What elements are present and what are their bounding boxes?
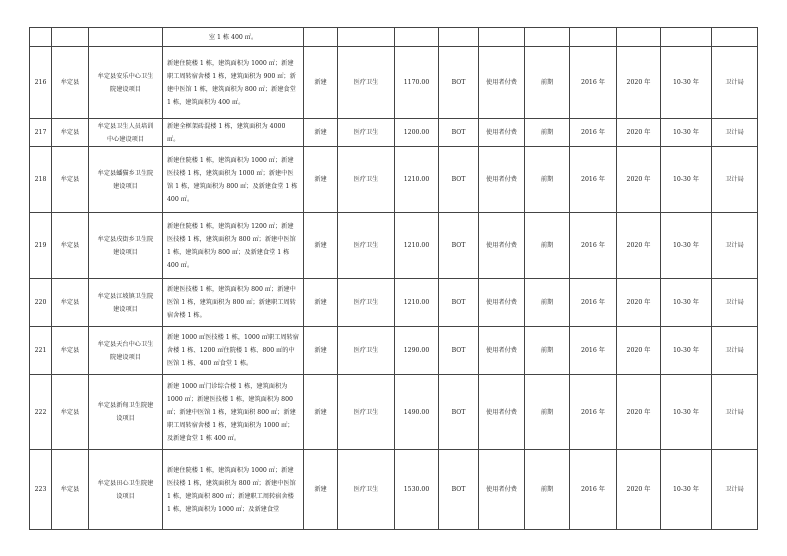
table-row	[30, 213, 758, 279]
cell-description: 新建住院楼 1 栋，建筑面积为 1000 ㎡；新建医技楼 1 栋，建筑面积为 800 ㎡；新建中医馆 1 栋，建筑面积 800 ㎡；新建职工周转宿舍楼 1 栋，建筑面积为 1000 ㎡；及新建食堂	[163, 450, 304, 530]
cell-investment: 1210.00	[395, 147, 439, 213]
cell-end-year: 2020 年	[617, 450, 661, 530]
cell-end-year: 2020 年	[617, 47, 661, 119]
cell-start-year: 2016 年	[570, 213, 617, 279]
cell-payment: 使用者付费	[479, 47, 525, 119]
cell-description: 室 1 栋 400 ㎡。	[163, 28, 304, 47]
cell-build-type: 新建	[304, 147, 338, 213]
cell-start-year: 2016 年	[570, 47, 617, 119]
cell-start-year: 2016 年	[570, 375, 617, 450]
cell-mode: BOT	[439, 279, 479, 327]
cell-department: 卫计局	[712, 450, 758, 530]
cell-end-year: 2020 年	[617, 119, 661, 147]
cell-stage: 前期	[525, 327, 570, 375]
cell-number: 223	[30, 450, 52, 530]
cell-project-name: 牟定县新甸卫生院建设项目	[89, 375, 163, 450]
cell-county: 牟定县	[52, 375, 89, 450]
cell-build-type: 新建	[304, 450, 338, 530]
table-row	[30, 327, 758, 375]
cell-term: 10-30 年	[661, 450, 712, 530]
cell-stage: 前期	[525, 47, 570, 119]
cell-project-name: 牟定县卫生人员培训中心建设项目	[89, 119, 163, 147]
cell-build-type: 新建	[304, 47, 338, 119]
project-table	[29, 27, 758, 530]
cell-investment: 1530.00	[395, 450, 439, 530]
cell-stage: 前期	[525, 147, 570, 213]
cell-project-name: 牟定县戌街乡卫生院建设项目	[89, 213, 163, 279]
table-row	[30, 450, 758, 530]
cell-description: 新建住院楼 1 栋，建筑面积为 1200 ㎡；新建医技楼 1 栋，建筑面积为 800 ㎡；新建中医馆 1 栋，建筑面积为 800 ㎡；及新建食堂 1 栋 400 ㎡。	[163, 213, 304, 279]
cell-build-type: 新建	[304, 213, 338, 279]
cell-term: 10-30 年	[661, 375, 712, 450]
cell-payment: 使用者付费	[479, 327, 525, 375]
cell-term: 10-30 年	[661, 47, 712, 119]
cell-term: 10-30 年	[661, 147, 712, 213]
cell-end-year: 2020 年	[617, 375, 661, 450]
cell-field: 医疗卫生	[338, 375, 395, 450]
cell-project-name: 牟定县江坡镇卫生院建设项目	[89, 279, 163, 327]
cell-description: 新建住院楼 1 栋，建筑面积为 1000 ㎡；新建职工周转宿舍楼 1 栋，建筑面积为 900 ㎡；新建中医馆 1 栋，建筑面积为 800 ㎡；新建食堂 1 栋，建筑面积为 400 ㎡。	[163, 47, 304, 119]
cell-investment: 1210.00	[395, 213, 439, 279]
cell-field: 医疗卫生	[338, 119, 395, 147]
cell-project-name: 牟定县安乐中心卫生院建设项目	[89, 47, 163, 119]
table-row	[30, 147, 758, 213]
cell-stage: 前期	[525, 375, 570, 450]
cell-project-name: 牟定县天台中心卫生院建设项目	[89, 327, 163, 375]
cell-number: 216	[30, 47, 52, 119]
cell-description: 新建全框架砖混楼 1 栋，建筑面积为 4000 ㎡。	[163, 119, 304, 147]
cell-end-year: 2020 年	[617, 213, 661, 279]
table-row	[30, 119, 758, 147]
cell-number: 218	[30, 147, 52, 213]
cell-county: 牟定县	[52, 279, 89, 327]
cell-stage: 前期	[525, 213, 570, 279]
cell-department: 卫计局	[712, 279, 758, 327]
table-row-continued	[30, 28, 758, 47]
cell-field: 医疗卫生	[338, 279, 395, 327]
cell-county: 牟定县	[52, 213, 89, 279]
cell-investment: 1290.00	[395, 327, 439, 375]
cell-department: 卫计局	[712, 213, 758, 279]
cell-number: 220	[30, 279, 52, 327]
cell-department: 卫计局	[712, 375, 758, 450]
cell-build-type: 新建	[304, 327, 338, 375]
cell-description: 新建 1000 ㎡门诊综合楼 1 栋，建筑面积为 1000 ㎡；新建医技楼 1 栋，建筑面积为 800 ㎡；新建中医馆 1 栋，建筑面积 800 ㎡；新建职工周转宿舍楼 1 栋，建筑面积为 1000 ㎡；及新建食堂 1 栋 400 ㎡。	[163, 375, 304, 450]
cell-mode: BOT	[439, 47, 479, 119]
cell-term: 10-30 年	[661, 119, 712, 147]
cell-end-year: 2020 年	[617, 279, 661, 327]
cell-description: 新建医技楼 1 栋，建筑面积为 800 ㎡；新建中医馆 1 栋，建筑面积为 800 ㎡；新建职工周转宿舍楼 1 栋。	[163, 279, 304, 327]
cell-department: 卫计局	[712, 47, 758, 119]
cell-term: 10-30 年	[661, 327, 712, 375]
cell-number: 217	[30, 119, 52, 147]
cell-payment: 使用者付费	[479, 375, 525, 450]
cell-mode: BOT	[439, 450, 479, 530]
cell-description: 新建住院楼 1 栋，建筑面积为 1000 ㎡；新建医技楼 1 栋，建筑面积为 1000 ㎡；新建中医馆 1 栋，建筑面积为 800 ㎡；及新建食堂 1 栋 400 ㎡。	[163, 147, 304, 213]
cell-department: 卫计局	[712, 147, 758, 213]
cell-payment: 使用者付费	[479, 147, 525, 213]
cell-field: 医疗卫生	[338, 47, 395, 119]
cell-mode: BOT	[439, 327, 479, 375]
cell-stage: 前期	[525, 279, 570, 327]
cell-build-type: 新建	[304, 375, 338, 450]
cell-term: 10-30 年	[661, 213, 712, 279]
cell-mode: BOT	[439, 375, 479, 450]
table-row	[30, 279, 758, 327]
cell-department: 卫计局	[712, 119, 758, 147]
cell-investment: 1490.00	[395, 375, 439, 450]
cell-payment: 使用者付费	[479, 450, 525, 530]
cell-stage: 前期	[525, 119, 570, 147]
cell-payment: 使用者付费	[479, 213, 525, 279]
cell-field: 医疗卫生	[338, 213, 395, 279]
cell-payment: 使用者付费	[479, 279, 525, 327]
cell-payment: 使用者付费	[479, 119, 525, 147]
cell-stage: 前期	[525, 450, 570, 530]
cell-investment: 1210.00	[395, 279, 439, 327]
cell-term: 10-30 年	[661, 279, 712, 327]
table-row	[30, 47, 758, 119]
cell-project-name: 牟定县田心卫生院建设项目	[89, 450, 163, 530]
cell-description: 新建 1000 ㎡医技楼 1 栋，1000 ㎡职工周转宿舍楼 1 栋、1200 ㎡住院楼 1 栋、800 ㎡的中医馆 1 栋、400 ㎡食堂 1 栋。	[163, 327, 304, 375]
cell-number: 221	[30, 327, 52, 375]
cell-start-year: 2016 年	[570, 450, 617, 530]
cell-project-name: 牟定县蟠猫乡卫生院建设项目	[89, 147, 163, 213]
cell-mode: BOT	[439, 119, 479, 147]
cell-department: 卫计局	[712, 327, 758, 375]
table-row	[30, 375, 758, 450]
cell-field: 医疗卫生	[338, 327, 395, 375]
cell-county: 牟定县	[52, 327, 89, 375]
cell-start-year: 2016 年	[570, 279, 617, 327]
cell-field: 医疗卫生	[338, 147, 395, 213]
cell-mode: BOT	[439, 147, 479, 213]
cell-investment: 1170.00	[395, 47, 439, 119]
cell-county: 牟定县	[52, 47, 89, 119]
cell-build-type: 新建	[304, 279, 338, 327]
cell-number: 222	[30, 375, 52, 450]
cell-start-year: 2016 年	[570, 119, 617, 147]
cell-end-year: 2020 年	[617, 147, 661, 213]
cell-county: 牟定县	[52, 450, 89, 530]
cell-number: 219	[30, 213, 52, 279]
cell-field: 医疗卫生	[338, 450, 395, 530]
cell-end-year: 2020 年	[617, 327, 661, 375]
cell-county: 牟定县	[52, 147, 89, 213]
cell-county: 牟定县	[52, 119, 89, 147]
cell-start-year: 2016 年	[570, 327, 617, 375]
cell-build-type: 新建	[304, 119, 338, 147]
cell-start-year: 2016 年	[570, 147, 617, 213]
cell-mode: BOT	[439, 213, 479, 279]
cell-investment: 1200.00	[395, 119, 439, 147]
